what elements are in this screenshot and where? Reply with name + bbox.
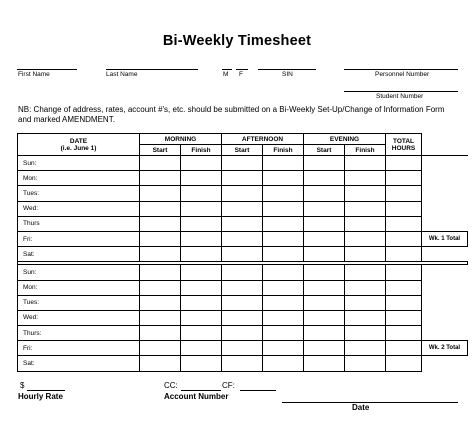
day-label: Fri: (18, 231, 140, 246)
time-cell[interactable] (263, 326, 304, 341)
time-cell[interactable] (140, 310, 181, 325)
time-cell[interactable] (304, 231, 345, 246)
time-cell[interactable] (263, 171, 304, 186)
date-label: Date (352, 403, 370, 412)
week-total-cell (422, 265, 468, 280)
time-cell[interactable] (222, 216, 263, 231)
time-cell[interactable] (263, 295, 304, 310)
time-cell[interactable] (140, 326, 181, 341)
time-cell[interactable] (181, 280, 222, 295)
time-cell[interactable] (263, 231, 304, 246)
week1-row (18, 231, 468, 246)
week1-row (18, 201, 468, 216)
week2-row (18, 295, 468, 310)
time-cell[interactable] (263, 156, 304, 171)
week1-row (18, 171, 468, 186)
total-hours-cell[interactable] (386, 231, 422, 246)
time-cell[interactable] (222, 280, 263, 295)
total-hours-cell[interactable] (386, 326, 422, 341)
time-cell[interactable] (263, 216, 304, 231)
time-cell[interactable] (140, 341, 181, 356)
week1-rows (18, 156, 468, 262)
date-line[interactable] (282, 402, 458, 403)
dollar-sign: $ (20, 381, 25, 390)
time-cell[interactable] (140, 356, 181, 371)
week2-row (18, 356, 468, 371)
morning-finish-header: Finish (181, 145, 222, 156)
m-label: M (223, 71, 229, 78)
time-cell[interactable] (263, 201, 304, 216)
time-cell[interactable] (181, 201, 222, 216)
sin-label: SIN (282, 71, 293, 78)
day-label: Mon: (18, 171, 140, 186)
week-total-cell (422, 280, 468, 295)
time-cell[interactable] (304, 201, 345, 216)
cc-line[interactable] (181, 390, 221, 391)
evening-start-header: Start (304, 145, 345, 156)
time-cell[interactable] (222, 186, 263, 201)
date-header-title: DATE (69, 137, 88, 145)
sin-line[interactable] (258, 69, 316, 70)
time-cell[interactable] (140, 265, 181, 280)
time-cell[interactable] (345, 265, 386, 280)
total-hours-cell[interactable] (386, 186, 422, 201)
time-cell[interactable] (181, 156, 222, 171)
day-label: Sun: (18, 265, 140, 280)
time-cell[interactable] (181, 326, 222, 341)
time-cell[interactable] (345, 171, 386, 186)
personnel-number-line[interactable] (344, 69, 458, 70)
day-label: Wed: (18, 310, 140, 325)
total-hours-cell[interactable] (386, 356, 422, 371)
day-label: Tues: (18, 186, 140, 201)
day-label: Wed: (18, 201, 140, 216)
time-cell[interactable] (140, 201, 181, 216)
time-cell[interactable] (304, 310, 345, 325)
first-name-line[interactable] (17, 69, 77, 70)
time-cell[interactable] (304, 186, 345, 201)
f-line[interactable] (236, 69, 248, 70)
time-cell[interactable] (222, 171, 263, 186)
time-cell[interactable] (345, 231, 386, 246)
time-cell[interactable] (263, 280, 304, 295)
personnel-number-label: Personnel Number (375, 71, 430, 78)
time-cell[interactable] (263, 341, 304, 356)
time-cell[interactable] (181, 356, 222, 371)
total-hours-cell[interactable] (386, 265, 422, 280)
time-cell[interactable] (222, 231, 263, 246)
time-cell[interactable] (304, 247, 345, 262)
last-name-line[interactable] (106, 69, 198, 70)
time-cell[interactable] (345, 216, 386, 231)
time-cell[interactable] (222, 310, 263, 325)
week1-row (18, 247, 468, 262)
hourly-rate-label: Hourly Rate (18, 392, 63, 401)
week-total-cell (422, 356, 468, 371)
time-cell[interactable] (263, 265, 304, 280)
date-header-sub: (i.e. June 1) (60, 144, 97, 152)
afternoon-header: AFTERNOON (222, 134, 304, 145)
f-label: F (239, 71, 243, 78)
day-label: Fri: (18, 341, 140, 356)
time-cell[interactable] (345, 280, 386, 295)
time-cell[interactable] (345, 201, 386, 216)
time-cell[interactable] (304, 171, 345, 186)
student-number-label: Student Number (376, 93, 424, 100)
time-cell[interactable] (345, 295, 386, 310)
time-cell[interactable] (222, 156, 263, 171)
week-total-cell (422, 247, 468, 262)
time-cell[interactable] (222, 201, 263, 216)
week-total-cell: Wk. 1 Total (422, 231, 468, 246)
week2-row (18, 280, 468, 295)
time-cell[interactable] (140, 216, 181, 231)
time-cell[interactable] (140, 156, 181, 171)
week2-rows (18, 265, 468, 371)
total-hours-cell[interactable] (386, 280, 422, 295)
time-cell[interactable] (222, 265, 263, 280)
afternoon-finish-header: Finish (263, 145, 304, 156)
time-cell[interactable] (345, 356, 386, 371)
time-cell[interactable] (304, 216, 345, 231)
time-cell[interactable] (304, 156, 345, 171)
cf-label: CF: (222, 381, 235, 390)
week1-row (18, 216, 468, 231)
day-label: Tues: (18, 295, 140, 310)
time-cell[interactable] (140, 186, 181, 201)
afternoon-start-header: Start (222, 145, 263, 156)
week-total-cell (422, 295, 468, 310)
cc-label: CC: (164, 381, 178, 390)
hourly-rate-line[interactable] (27, 390, 65, 391)
account-number-label: Account Number (164, 392, 229, 401)
week-total-cell (422, 186, 468, 201)
time-cell[interactable] (181, 310, 222, 325)
time-cell[interactable] (181, 186, 222, 201)
week-total-cell: Wk. 2 Total (422, 341, 468, 356)
time-cell[interactable] (304, 295, 345, 310)
first-name-label: First Name (18, 71, 50, 78)
title-text: Bi-Weekly Timesheet (162, 33, 312, 49)
day-label: Thurs: (18, 326, 140, 341)
day-label: Sun: (18, 156, 140, 171)
time-cell[interactable] (345, 310, 386, 325)
time-cell[interactable] (222, 356, 263, 371)
time-cell[interactable] (140, 171, 181, 186)
student-number-line[interactable] (344, 91, 458, 92)
total-hours-cell[interactable] (386, 341, 422, 356)
morning-start-header: Start (140, 145, 181, 156)
time-cell[interactable] (263, 186, 304, 201)
time-cell[interactable] (304, 280, 345, 295)
total-hours-cell[interactable] (386, 201, 422, 216)
time-cell[interactable] (140, 280, 181, 295)
amendment-note: NB: Change of address, rates, account #'s, etc. should be submitted on a Bi-Weekly Set-Up/Change of Information Form and marked AMENDMENT. (18, 105, 445, 124)
week1-row (18, 156, 468, 171)
total-hours-cell[interactable] (386, 156, 422, 171)
time-cell[interactable] (304, 341, 345, 356)
total-hours-cell[interactable] (386, 310, 422, 325)
total-hours-header (386, 134, 422, 156)
time-cell[interactable] (181, 265, 222, 280)
week1-row (18, 186, 468, 201)
total-hours-cell[interactable] (386, 247, 422, 262)
time-cell[interactable] (222, 247, 263, 262)
day-label: Sat: (18, 356, 140, 371)
time-cell[interactable] (181, 171, 222, 186)
evening-finish-header: Finish (345, 145, 386, 156)
time-cell[interactable] (345, 186, 386, 201)
time-cell[interactable] (345, 326, 386, 341)
total-hours-cell[interactable] (386, 295, 422, 310)
week2-row (18, 310, 468, 325)
evening-header: EVENING (304, 134, 386, 145)
time-cell[interactable] (345, 341, 386, 356)
time-cell[interactable] (222, 295, 263, 310)
week2-row (18, 341, 468, 356)
total-hours-cell[interactable] (386, 171, 422, 186)
time-cell[interactable] (140, 295, 181, 310)
time-cell[interactable] (345, 247, 386, 262)
morning-header: MORNING (140, 134, 222, 145)
time-cell[interactable] (181, 341, 222, 356)
time-cell[interactable] (181, 231, 222, 246)
page-title (0, 33, 474, 49)
total-header-line1: TOTAL (392, 137, 415, 145)
total-header-line2: HOURS (391, 144, 416, 152)
time-cell[interactable] (304, 265, 345, 280)
time-cell[interactable] (140, 231, 181, 246)
week-total-cell (422, 216, 468, 231)
week-total-cell (422, 310, 468, 325)
time-cell[interactable] (222, 341, 263, 356)
time-cell[interactable] (263, 247, 304, 262)
week-total-cell (422, 156, 468, 171)
week-total-cell (422, 326, 468, 341)
week2-row (18, 326, 468, 341)
time-cell[interactable] (181, 247, 222, 262)
time-cell[interactable] (181, 216, 222, 231)
time-cell[interactable] (181, 295, 222, 310)
day-label: Thurs (18, 216, 140, 231)
m-line[interactable] (222, 69, 232, 70)
last-name-label: Last Name (106, 71, 138, 78)
day-label: Mon: (18, 280, 140, 295)
total-hours-cell[interactable] (386, 216, 422, 231)
week-total-cell (422, 171, 468, 186)
time-cell[interactable] (222, 326, 263, 341)
cf-line[interactable] (240, 390, 276, 391)
week2-row (18, 265, 468, 280)
time-cell[interactable] (263, 356, 304, 371)
time-cell[interactable] (263, 310, 304, 325)
timesheet-table (17, 133, 468, 372)
week-total-header (422, 134, 468, 156)
time-cell[interactable] (304, 326, 345, 341)
week-total-cell (422, 201, 468, 216)
date-header (18, 134, 140, 156)
time-cell[interactable] (304, 356, 345, 371)
time-cell[interactable] (140, 247, 181, 262)
day-label: Sat: (18, 247, 140, 262)
time-cell[interactable] (345, 156, 386, 171)
